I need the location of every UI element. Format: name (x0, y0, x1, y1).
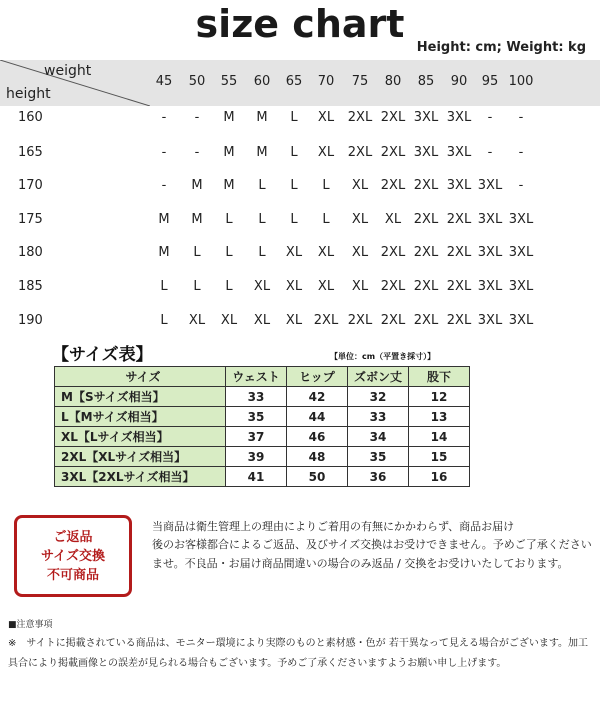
weight-axis-label: weight (44, 63, 92, 79)
size-cell: XL (351, 279, 369, 294)
weight-column-header: 50 (188, 74, 206, 89)
jp-cell: 32 (348, 387, 409, 407)
size-cell: XL (384, 212, 402, 227)
size-cell: 2XL (413, 178, 439, 193)
size-cell: L (193, 245, 201, 260)
height-row-label: 165 (18, 145, 43, 160)
size-cell: 3XL (413, 145, 439, 160)
table-row (55, 427, 470, 447)
page-title: size chart (195, 2, 405, 46)
weight-column-header: 75 (351, 74, 369, 89)
size-cell: - (161, 110, 167, 125)
return-notice-text: 後のお客様都合によるご返品、及びサイズ交換はお受けできません。予めご了承くださいませ。不良品・お届け商品間違いの場合のみ返品 / 交換をお受けいたしております。 (152, 538, 592, 570)
size-cell: 2XL (347, 313, 373, 328)
weight-column-header: 65 (285, 74, 303, 89)
jp-cell: 46 (287, 427, 348, 447)
height-row-label: 185 (18, 279, 43, 294)
jp-cell: 35 (226, 407, 287, 427)
jp-cell: 15 (409, 447, 470, 467)
stamp-line: 不可商品 (46, 567, 99, 583)
size-cell: - (487, 145, 493, 160)
size-cell: L (290, 212, 298, 227)
caution-heading: ■注意事項 (8, 620, 53, 630)
size-cell: M (256, 110, 268, 125)
size-cell: 3XL (477, 279, 503, 294)
jp-size-label: L【Mサイズ相当】 (55, 407, 226, 427)
size-cell: L (258, 178, 266, 193)
jp-size-label: XL【Lサイズ相当】 (55, 427, 226, 447)
size-cell: XL (253, 279, 271, 294)
jp-size-label: 3XL【2XLサイズ相当】 (55, 467, 226, 487)
jp-cell: 37 (226, 427, 287, 447)
weight-column-header: 100 (508, 74, 534, 89)
jp-cell: 42 (287, 387, 348, 407)
jp-cell: 12 (409, 387, 470, 407)
table-row (55, 467, 470, 487)
size-cell: XL (351, 245, 369, 260)
height-row-label: 190 (18, 313, 43, 328)
caution-text: ※ サイトに掲載されている商品は、モニター環境により実際のものと素材感・色が 若干異なって見える場合がございます。加工具合により掲載画像との誤差が見られる場合もございます。予めご了承くださいますようお願い申し上げます。 (8, 638, 589, 669)
size-cell: M (223, 145, 235, 160)
size-cell: L (225, 245, 233, 260)
size-cell: 3XL (446, 145, 472, 160)
size-cell: 2XL (380, 145, 406, 160)
jp-table-header-row (55, 367, 470, 387)
stamp-line: サイズ交換 (41, 548, 105, 564)
height-row-label: 160 (18, 110, 43, 125)
size-cell: M (223, 110, 235, 125)
jp-cell: 16 (409, 467, 470, 487)
size-cell: L (258, 245, 266, 260)
size-cell: 2XL (313, 313, 339, 328)
jp-header-inseam: 股下 (409, 367, 470, 387)
size-cell: M (223, 178, 235, 193)
size-cell: L (225, 212, 233, 227)
jp-header-length: ズボン丈 (348, 367, 409, 387)
size-cell: M (191, 178, 203, 193)
size-cell: XL (285, 279, 303, 294)
weight-column-header: 60 (253, 74, 271, 89)
size-cell: L (290, 110, 298, 125)
size-cell: 2XL (446, 245, 472, 260)
jp-cell: 41 (226, 467, 287, 487)
weight-column-header: 90 (450, 74, 468, 89)
size-cell: 2XL (380, 279, 406, 294)
size-cell: XL (317, 145, 335, 160)
size-cell: M (256, 145, 268, 160)
size-cell: 3XL (508, 313, 534, 328)
size-cell: L (322, 178, 330, 193)
size-cell: 3XL (508, 279, 534, 294)
size-cell: - (518, 145, 524, 160)
size-cell: 2XL (413, 279, 439, 294)
size-cell: XL (253, 313, 271, 328)
size-cell: 2XL (347, 110, 373, 125)
size-cell: 3XL (508, 212, 534, 227)
height-row-label: 175 (18, 212, 43, 227)
size-cell: 3XL (413, 110, 439, 125)
weight-column-header: 80 (384, 74, 402, 89)
height-axis-label: height (6, 86, 51, 102)
size-cell: 2XL (380, 110, 406, 125)
size-cell: XL (188, 313, 206, 328)
table-row (55, 387, 470, 407)
jp-header-hip: ヒップ (287, 367, 348, 387)
size-cell: - (487, 110, 493, 125)
jp-cell: 34 (348, 427, 409, 447)
size-cell: 2XL (380, 245, 406, 260)
size-cell: 3XL (508, 245, 534, 260)
size-cell: M (191, 212, 203, 227)
jp-cell: 36 (348, 467, 409, 487)
jp-cell: 39 (226, 447, 287, 467)
size-cell: 2XL (380, 178, 406, 193)
weight-column-header: 95 (481, 74, 499, 89)
size-cell: - (161, 178, 167, 193)
jp-cell: 14 (409, 427, 470, 447)
size-cell: 3XL (446, 110, 472, 125)
size-cell: 2XL (413, 245, 439, 260)
size-cell: 3XL (477, 178, 503, 193)
size-cell: 2XL (347, 145, 373, 160)
jp-cell: 33 (226, 387, 287, 407)
size-cell: L (258, 212, 266, 227)
size-cell: L (193, 279, 201, 294)
size-cell: XL (351, 178, 369, 193)
size-cell: 2XL (413, 313, 439, 328)
size-cell: XL (220, 313, 238, 328)
size-cell: L (160, 279, 168, 294)
jp-cell: 13 (409, 407, 470, 427)
weight-column-header: 55 (220, 74, 238, 89)
stamp-line: ご返品 (53, 529, 93, 545)
size-cell: XL (317, 279, 335, 294)
size-cell: L (290, 178, 298, 193)
size-cell: - (518, 178, 524, 193)
jp-unit-note: 【単位：cm（平置き採寸）】 (330, 352, 436, 361)
return-notice-line1: 当商品は衛生管理上の理由によりご着用の有無にかかわらず、商品お届け (152, 520, 515, 533)
size-cell: XL (351, 212, 369, 227)
jp-size-table-title: 【サイズ表】 (52, 345, 153, 365)
size-cell: 2XL (446, 313, 472, 328)
size-cell: XL (317, 245, 335, 260)
size-cell: 2XL (446, 212, 472, 227)
jp-header-waist: ウェスト (226, 367, 287, 387)
height-row-label: 180 (18, 245, 43, 260)
jp-cell: 44 (287, 407, 348, 427)
table-row (55, 407, 470, 427)
no-return-stamp (14, 515, 132, 597)
size-cell: XL (285, 245, 303, 260)
jp-header-size: サイズ (55, 367, 226, 387)
size-cell: L (290, 145, 298, 160)
units-note: Height: cm; Weight: kg (416, 40, 586, 55)
jp-size-label: 2XL【XLサイズ相当】 (55, 447, 226, 467)
size-cell: 3XL (477, 212, 503, 227)
size-cell: M (158, 212, 170, 227)
size-cell: - (161, 145, 167, 160)
size-cell: - (518, 110, 524, 125)
table-row (55, 447, 470, 467)
jp-cell: 33 (348, 407, 409, 427)
size-cell: 3XL (446, 178, 472, 193)
weight-column-header: 85 (417, 74, 435, 89)
size-cell: L (160, 313, 168, 328)
size-cell: 3XL (477, 245, 503, 260)
jp-cell: 50 (287, 467, 348, 487)
jp-size-table (54, 366, 470, 487)
jp-cell: 35 (348, 447, 409, 467)
size-cell: 2XL (413, 212, 439, 227)
height-row-label: 170 (18, 178, 43, 193)
size-cell: - (194, 145, 200, 160)
size-cell: XL (285, 313, 303, 328)
size-cell: 3XL (477, 313, 503, 328)
size-cell: - (194, 110, 200, 125)
size-cell: 2XL (380, 313, 406, 328)
size-cell: 2XL (446, 279, 472, 294)
jp-cell: 48 (287, 447, 348, 467)
jp-size-label: M【Sサイズ相当】 (55, 387, 226, 407)
size-cell: M (158, 245, 170, 260)
size-cell: L (322, 212, 330, 227)
weight-column-header: 45 (155, 74, 173, 89)
weight-column-header: 70 (317, 74, 335, 89)
size-cell: L (225, 279, 233, 294)
size-cell: XL (317, 110, 335, 125)
